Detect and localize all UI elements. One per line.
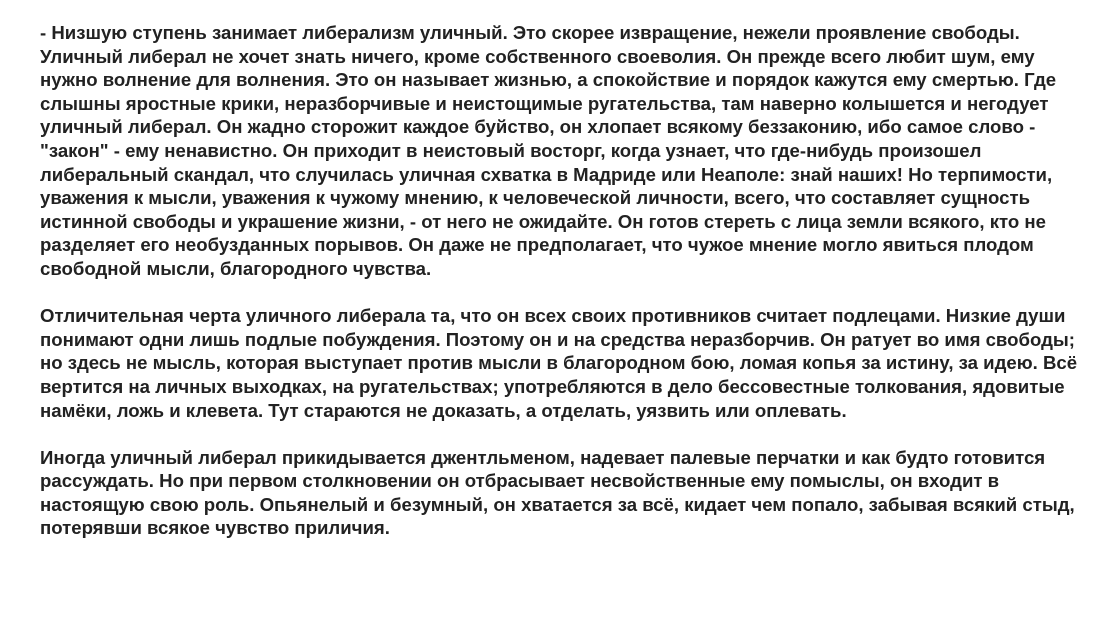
paragraph-street-liberalism: - Низшую ступень занимает либерализм уличный. Это скорее извращение, нежели проявление свободы. Уличный либерал не хочет знать ничего, кроме собственного своеволия. Он прежде всего любит шум, ему нужно волнение для волнения. Это он называет жизнью, а спокойствие и порядок кажутся ему смертью. Где слышны яростные крики, неразборчивые и неистощимые ругательства, там наверно колышется и негодует уличный либерал. Он жадно сторожит каждое буйство, он хлопает всякому беззаконию, ибо самое слово - "закон" - ему ненавистно. Он приходит в неистовый восторг, когда узнает, что где-нибудь произошел либеральный скандал, что случилась уличная схватка в Мадриде или Неаполе: знай наших! Но терпимости, уважения к мысли, уважения к чужому мнению, к человеческой личности, всего, что составляет сущность истинной свободы и украшение жизни, - от него не ожидайте. Он готов стереть с лица земли всякого, кто не разделяет его необузданных порывов. Он даже не предполагает, что чужое мнение могло явиться плодом свободной мысли, благородного чувства. [40,22,1057,279]
paragraph-distinctive-trait: Отличительная черта уличного либерала та, что он всех своих противников считает подлецами. Низкие души понимают одни лишь подлые побуждения. Поэтому он и на средства неразборчив. Он ратует во имя свободы; но здесь не мысль, которая выступает против мысли в благородном бою, ломая копья за истину, за идею. Всё вертится на личных выходках, на ругательствах; употребляются в дело бессовестные толкования, ядовитые намёки, ложь и клевета. Тут стараются не доказать, а отделать, уязвить или оплевать. [40,305,1078,421]
paragraph-gentleman-disguise: Иногда уличный либерал прикидывается джентльменом, надевает палевые перчатки и как будто готовится рассуждать. Но при первом столкновении он отбрасывает несвойственные ему помыслы, он входит в настоящую свою роль. Опьянелый и безумный, он хватается за всё, кидает чем попало, забывая всякий стыд, потерявши всякое чувство приличия. [40,446,1075,539]
